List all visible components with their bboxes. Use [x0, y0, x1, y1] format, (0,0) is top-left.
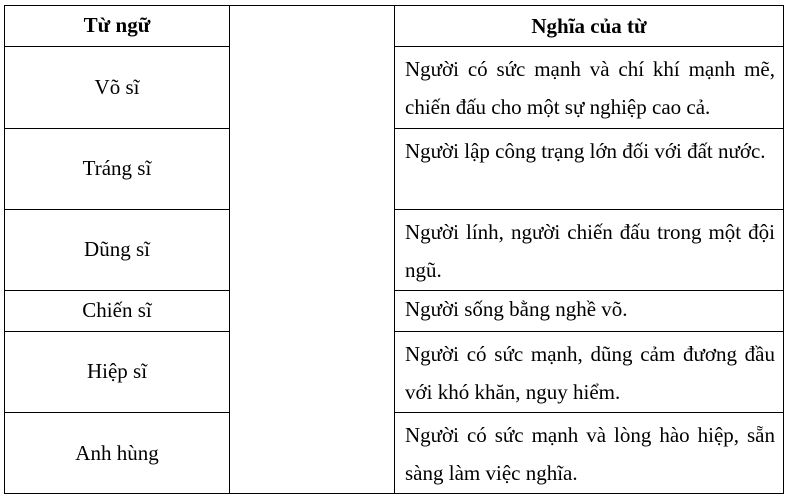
empty-middle-column	[229, 5, 395, 494]
word-cell: Võ sĩ	[4, 46, 230, 129]
word-cell: Anh hùng	[75, 440, 159, 465]
meaning-cell: Người sống bằng nghề võ.	[394, 290, 784, 332]
meaning-cell: Người có sức mạnh và chí khí mạnh mẽ, chiến đấu cho một sự nghiệp cao cả.	[394, 46, 784, 129]
meaning-cell: Người lính, người chiến đấu trong một đội ngũ.	[394, 209, 784, 291]
header-meaning: Nghĩa của từ	[394, 5, 784, 47]
word-cell: Chiến sĩ	[4, 290, 230, 332]
meaning-cell: Người có sức mạnh, dũng cảm đương đầu với khó khăn, nguy hiểm.	[394, 331, 784, 413]
word-cell: Dũng sĩ	[4, 209, 230, 291]
word-cell: Tráng sĩ	[4, 128, 230, 210]
meaning-cell: Người lập công trạng lớn đối với đất nước.	[394, 128, 784, 210]
meaning-cell: Người có sức mạnh và lòng hào hiệp, sẵn sàng làm việc nghĩa.	[405, 423, 775, 485]
word-cell: Hiệp sĩ	[4, 331, 230, 413]
header-word: Từ ngữ	[4, 5, 230, 47]
